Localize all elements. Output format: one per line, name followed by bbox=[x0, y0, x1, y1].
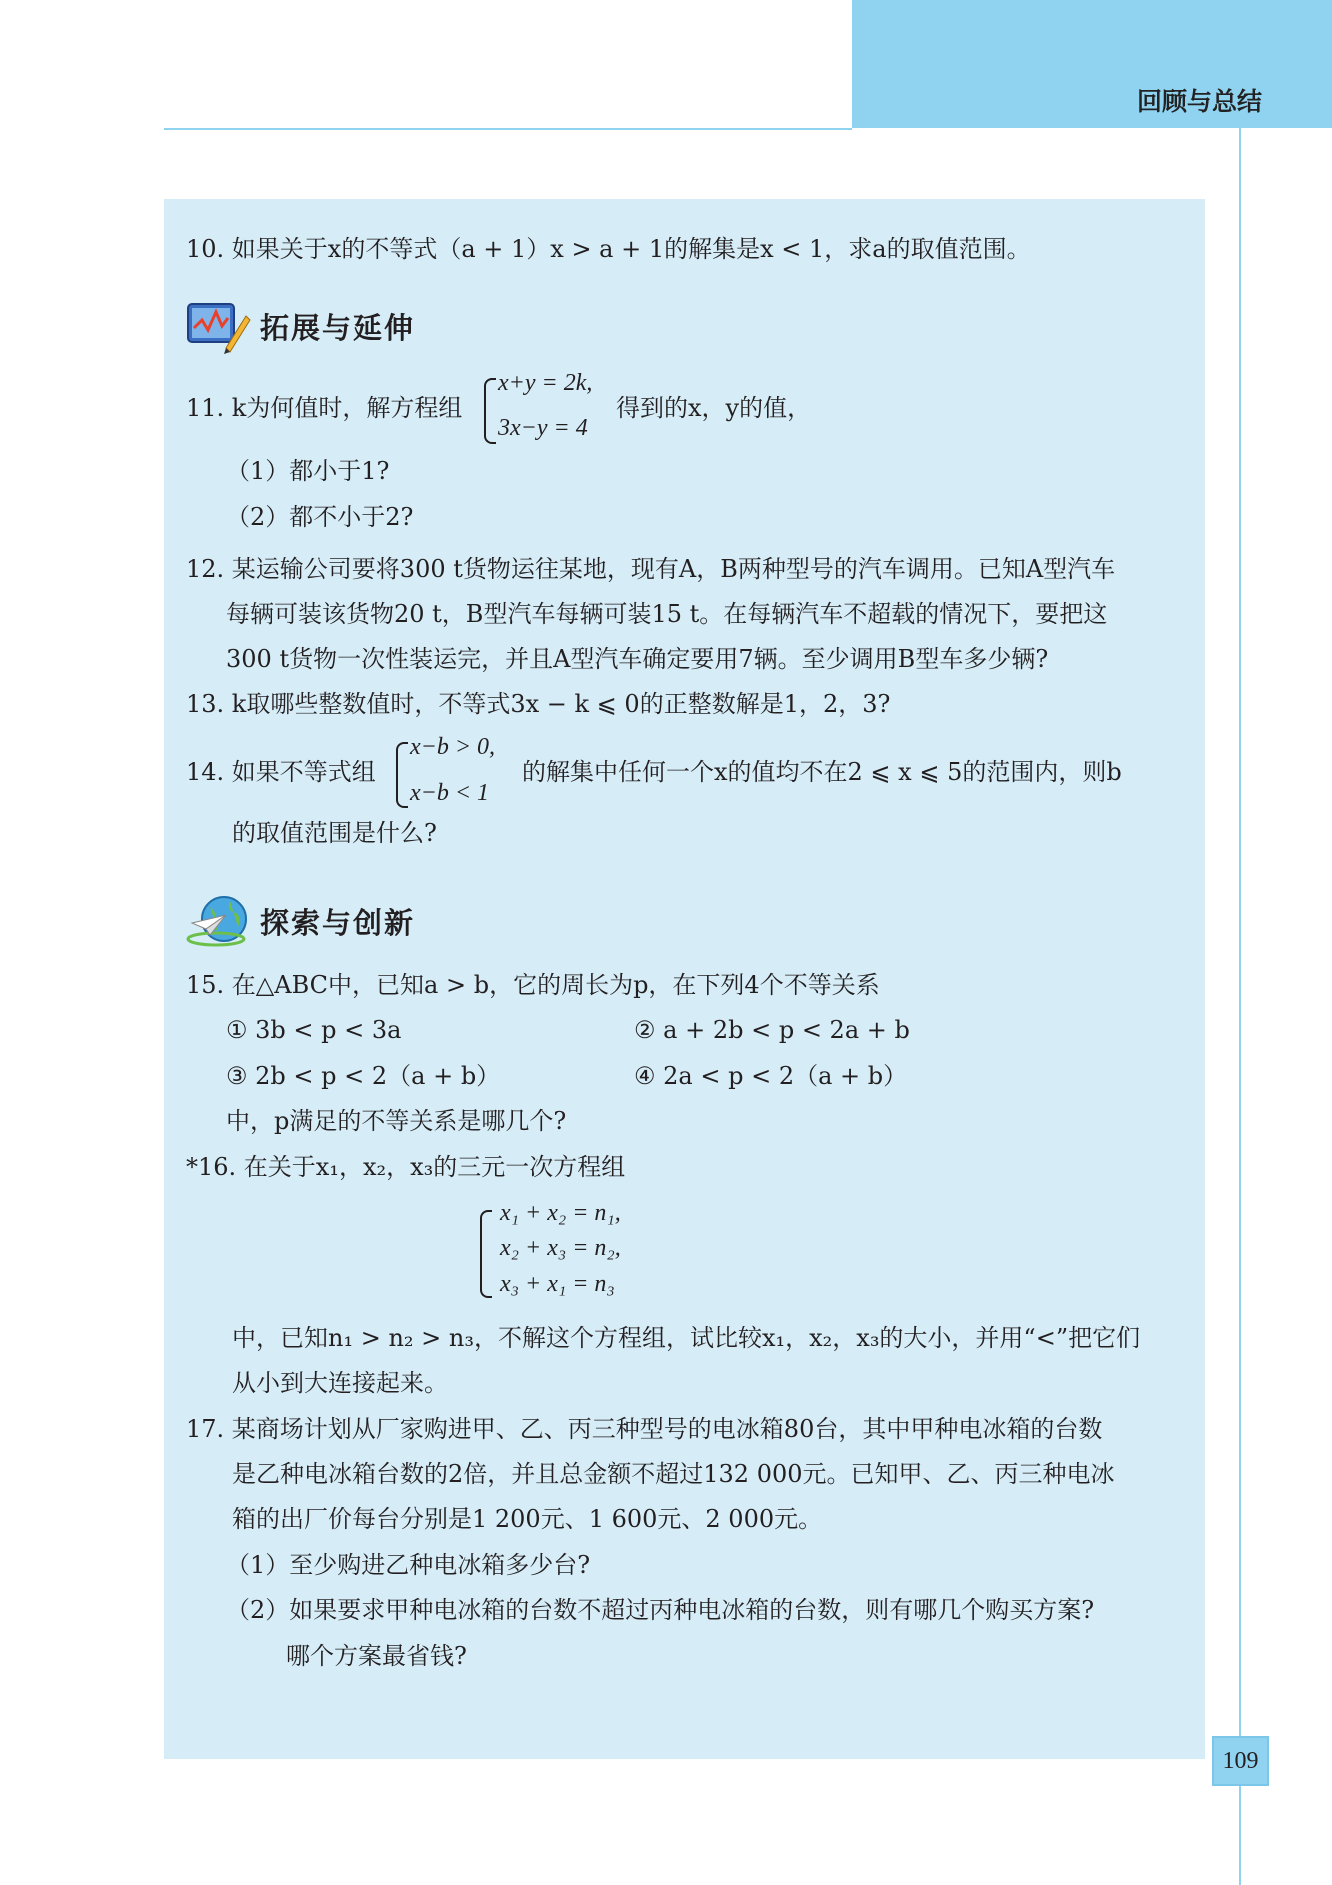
question-14-line-2: 的取值范围是什么? bbox=[232, 819, 437, 847]
question-17-line-3: 箱的出厂价每台分别是1 200元、1 600元、2 000元。 bbox=[232, 1505, 823, 1533]
question-15-line-1: 15. 在△ABC中，已知a > b，它的周长为p，在下列4个不等关系 bbox=[186, 971, 880, 999]
section-title-extend: 拓展与延伸 bbox=[260, 310, 416, 345]
q16-equation-3: x₃ + x₁ = n₃ bbox=[500, 1271, 615, 1297]
brace bbox=[484, 378, 496, 444]
question-17-part-2-cont: 哪个方案最省钱? bbox=[286, 1642, 467, 1670]
section-title-explore: 探索与创新 bbox=[260, 905, 416, 940]
question-17-part-2: （2）如果要求甲种电冰箱的台数不超过丙种电冰箱的台数，则有哪几个购买方案? bbox=[226, 1596, 1095, 1624]
question-16-line-1: *16. 在关于x₁，x₂，x₃的三元一次方程组 bbox=[186, 1153, 626, 1181]
question-15-line-2: 中，p满足的不等关系是哪几个? bbox=[226, 1107, 567, 1135]
q11-equation-2: 3x−y = 4 bbox=[498, 415, 588, 441]
question-15-option-4: ④ 2a < p < 2（a + b） bbox=[634, 1062, 908, 1090]
question-12-line-2: 每辆可装该货物20 t，B型汽车每辆可装15 t。在每辆汽车不超载的情况下，要把这 bbox=[226, 600, 1108, 628]
question-16-line-3: 从小到大连接起来。 bbox=[232, 1369, 448, 1397]
question-16-line-2: 中，已知n₁ > n₂ > n₃，不解这个方程组，试比较x₁，x₂，x₃的大小，并用“<”把它们 bbox=[232, 1324, 1141, 1352]
question-14-prefix: 14. 如果不等式组 bbox=[186, 758, 376, 786]
q14-equation-1: x−b > 0, bbox=[410, 734, 496, 760]
question-11-part-2: （2）都不小于2? bbox=[226, 503, 414, 531]
brace bbox=[480, 1210, 492, 1298]
globe-plane-icon bbox=[186, 893, 252, 949]
q11-equation-1: x+y = 2k, bbox=[498, 370, 593, 396]
question-15-option-2: ② a + 2b < p < 2a + b bbox=[634, 1016, 910, 1044]
question-15-option-1: ① 3b < p < 3a bbox=[226, 1016, 402, 1044]
header-rule bbox=[164, 128, 852, 130]
chart-pencil-icon bbox=[186, 298, 252, 354]
q14-equation-2: x−b < 1 bbox=[410, 780, 490, 806]
question-15-option-3: ③ 2b < p < 2（a + b） bbox=[226, 1062, 501, 1090]
question-13: 13. k取哪些整数值时，不等式3x − k ⩽ 0的正整数解是1，2，3? bbox=[186, 690, 891, 718]
question-12-line-1: 12. 某运输公司要将300 t货物运往某地，现有A，B两种型号的汽车调用。已知A型汽车 bbox=[186, 555, 1116, 583]
page-number: 109 bbox=[1212, 1736, 1269, 1786]
margin-rule bbox=[1239, 128, 1241, 1885]
question-17-line-2: 是乙种电冰箱台数的2倍，并且总金额不超过132 000元。已知甲、乙、丙三种电冰 bbox=[232, 1460, 1115, 1488]
question-11-prefix: 11. k为何值时，解方程组 bbox=[186, 394, 463, 422]
question-11-suffix: 得到的x，y的值， bbox=[616, 394, 812, 422]
header-title: 回顾与总结 bbox=[1136, 87, 1262, 116]
header-band bbox=[852, 0, 1332, 128]
section-extend bbox=[186, 298, 415, 354]
q16-equation-1: x₁ + x₂ = n₁, bbox=[500, 1200, 621, 1226]
question-10: 10. 如果关于x的不等式（a + 1）x > a + 1的解集是x < 1，求a的取值范围。 bbox=[186, 235, 1031, 263]
question-12-line-3: 300 t货物一次性装运完，并且A型汽车确定要用7辆。至少调用B型车多少辆? bbox=[226, 645, 1049, 673]
question-17-line-1: 17. 某商场计划从厂家购进甲、乙、丙三种型号的电冰箱80台，其中甲种电冰箱的台数 bbox=[186, 1415, 1103, 1443]
q16-equation-2: x₂ + x₃ = n₂, bbox=[500, 1235, 621, 1261]
brace bbox=[396, 742, 408, 808]
section-explore bbox=[186, 893, 415, 949]
question-14-suffix: 的解集中任何一个x的值均不在2 ⩽ x ⩽ 5的范围内，则b bbox=[522, 758, 1122, 786]
question-11-part-1: （1）都小于1? bbox=[226, 457, 390, 485]
question-17-part-1: （1）至少购进乙种电冰箱多少台? bbox=[226, 1551, 591, 1579]
